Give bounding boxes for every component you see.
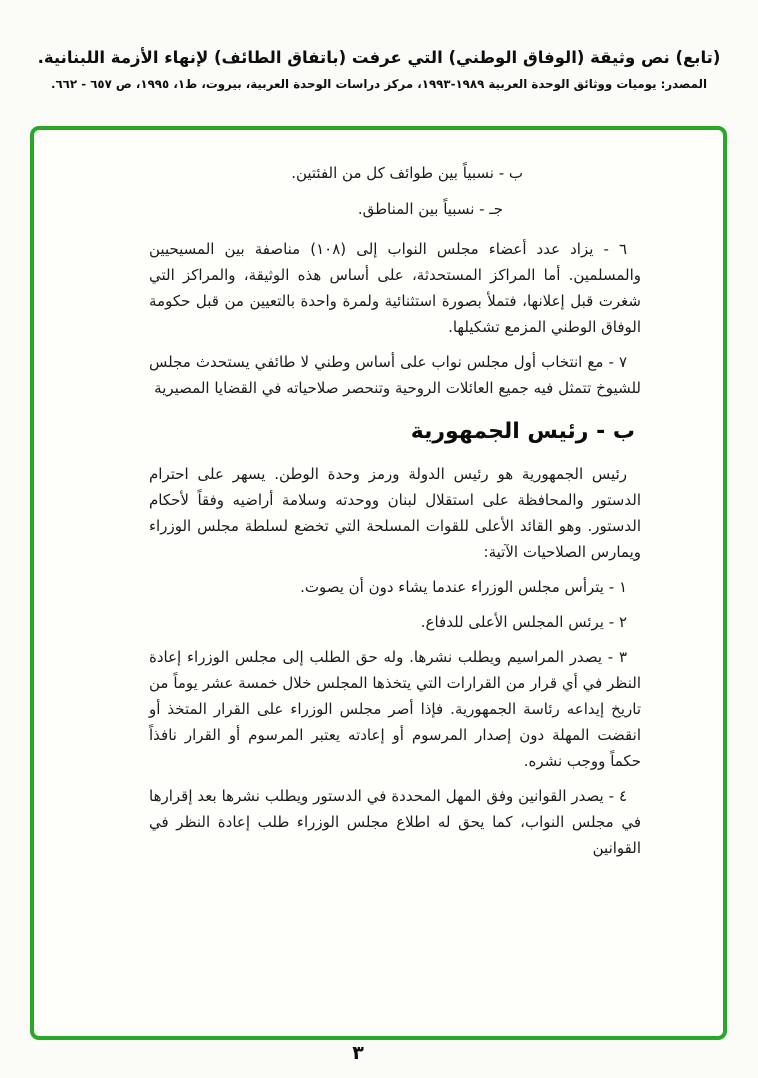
power-2-paragraph: ٢ - يرئس المجلس الأعلى للدفاع. [420,613,627,631]
clause-6-paragraph: ٦ - يزاد عدد أعضاء مجلس النواب إلى (١٠٨) مناصفة بين المسيحيين والمسلمين. أما المراكز المستحدثة، على أساس هذه الوثيقة، والمراكز التي شغرت قبل إعلانها، فتملأ بصورة استثنائية ولمرة واحدة بالتعيين من قبل حكومة الوفاق الوطني المزمع تشكيلها. [149,240,641,336]
power-4-paragraph: ٤ - يصدر القوانين وفق المهل المحددة في الدستور ويطلب نشرها بعد إقرارها في مجلس النواب، كما يحق له اطلاع مجلس الوزراء طلب إعادة النظر في القوانين [149,787,641,857]
document-header [30,46,728,91]
power-3-paragraph: ٣ - يصدر المراسيم ويطلب نشرها. وله حق الطلب إلى مجلس الوزراء إعادة النظر في أي قرار من القرارات التي يتخذها المجلس خلال خمسة عشر يوماً من تاريخ إيداعه رئاسة الجمهورية. فإذا أصر مجلس الوزراء على القرار المتخذ أو انقضت المهلة دون إصدار المرسوم أو إعادته يعتبر المرسوم أو القرار نافذاً حكماً ووجب نشره. [149,648,641,770]
section-heading-president: ب - رئيس الجمهورية [410,419,635,444]
power-1-paragraph: ١ - يترأس مجلس الوزراء عندما يشاء دون أن يصوت. [300,578,627,596]
clause-7-paragraph: ٧ - مع انتخاب أول مجلس نواب على أساس وطني لا طائفي يستحدث مجلس للشيوخ تتمثل فيه جميع العائلات الروحية وتنحصر صلاحياته في القضايا المصيرية [149,353,641,397]
content-frame [30,126,727,1040]
document-title: (تابع) نص وثيقة (الوفاق الوطني) التي عرفت (باتفاق الطائف) لإنهاء الأزمة اللبنانية. [37,48,721,67]
document-body [149,160,641,870]
clause-jeem-paragraph: جـ - نسبياً بين المناطق. [357,200,503,218]
page-number: ٣ [352,1042,364,1064]
president-intro-paragraph: رئيس الجمهورية هو رئيس الدولة ورمز وحدة الوطن. يسهر على احترام الدستور والمحافظة على استقلال لبنان ووحدته وسلامة أراضيه وفقاً لأحكام الدستور. وهو القائد الأعلى للقوات المسلحة التي تخضع لسلطة مجلس الوزراء ويمارس الصلاحيات الآتية: [149,465,641,561]
source-citation: المصدر: يوميات ووثائق الوحدة العربية ١٩٨٩-١٩٩٣، مركز دراسات الوحدة العربية، بيروت، ط١، ١٩٩٥، ص ٦٥٧ - ٦٦٢. [51,76,707,91]
clause-b-paragraph: ب - نسبياً بين طوائف كل من الفئتين. [291,164,523,182]
